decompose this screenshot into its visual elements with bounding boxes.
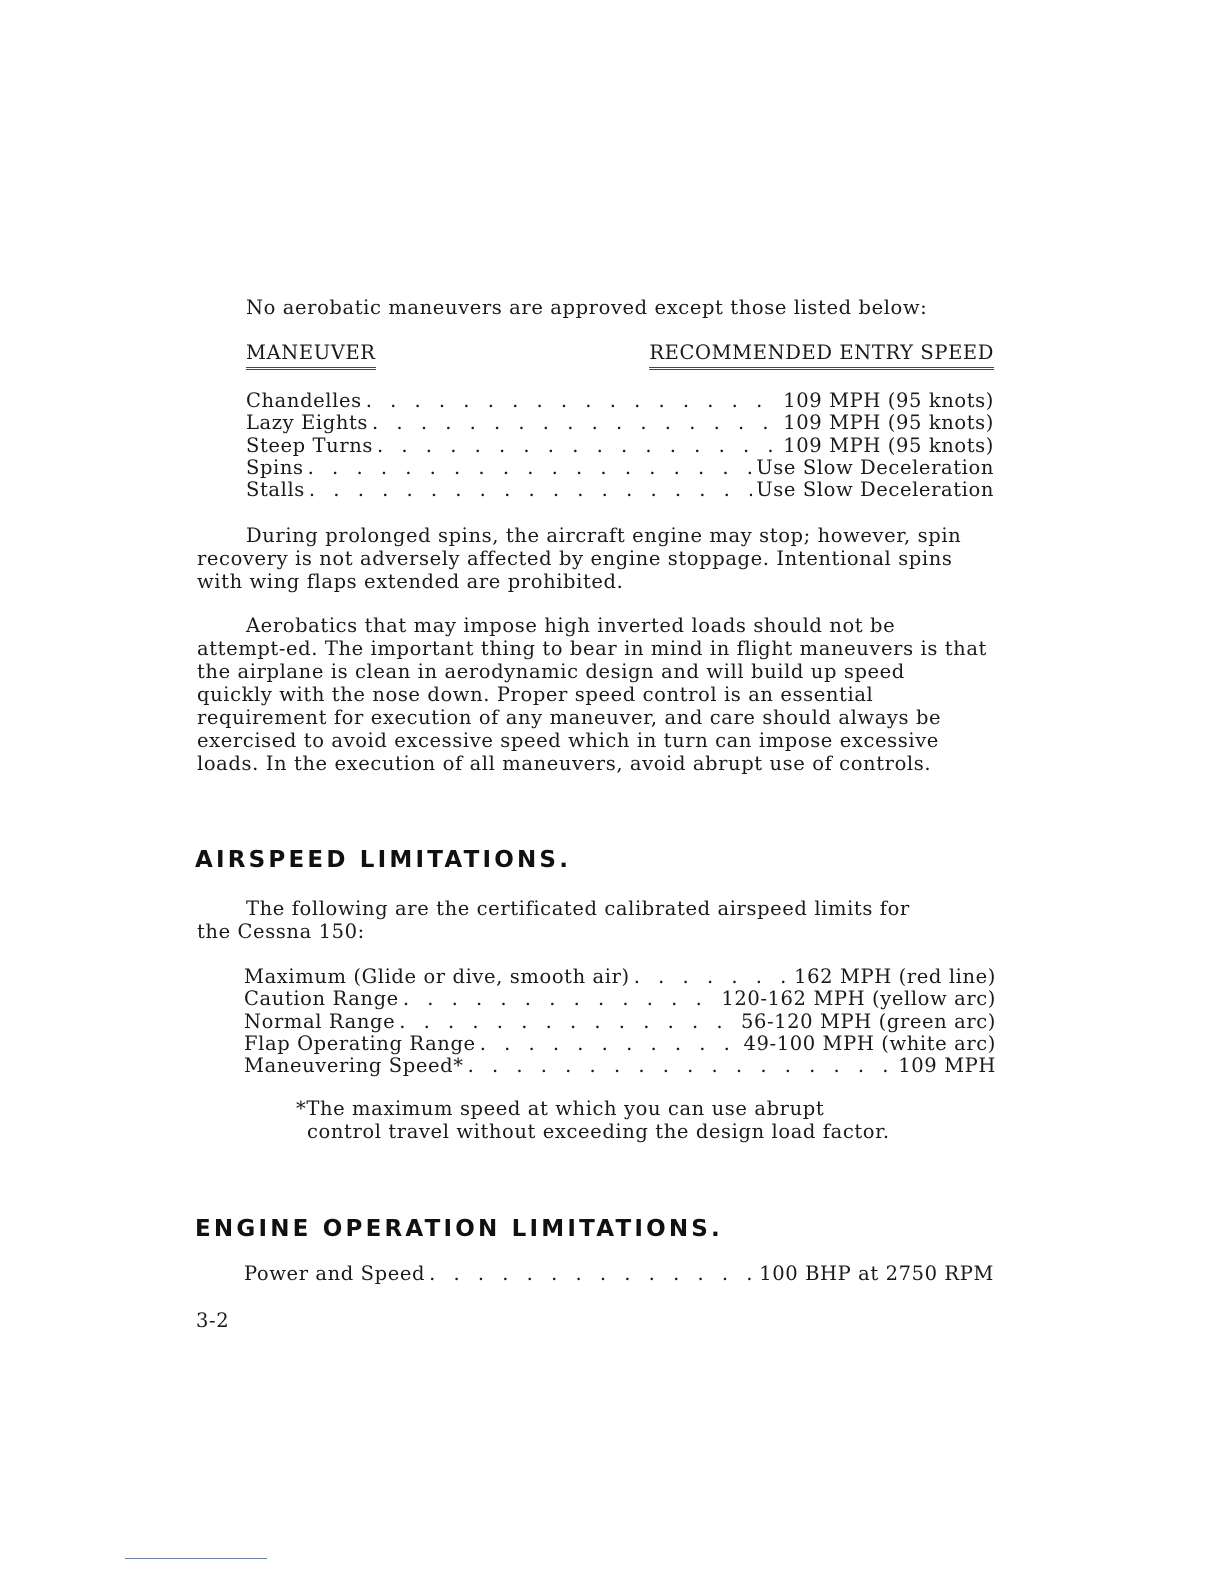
airspeed-value: 109 MPH: [898, 1054, 996, 1078]
intro-text: No aerobatic maneuvers are approved except those listed below:: [246, 296, 928, 319]
airspeed-value: 120-162 MPH (yellow arc): [721, 987, 996, 1011]
maneuver-column-header: MANEUVER: [246, 341, 376, 364]
table-row: [244, 1032, 996, 1054]
maneuver-table: [246, 389, 994, 500]
entry-speed: 109 MPH (95 knots): [783, 411, 994, 435]
table-row: [244, 1054, 996, 1076]
airspeed-label: Normal Range: [244, 1009, 396, 1033]
dot-leader: [634, 965, 790, 988]
airspeed-intro: The following are the certificated calibrated airspeed limits for the Cessna 150:: [197, 897, 910, 943]
entry-speed: Use Slow Deceleration: [756, 478, 994, 502]
table-row: [246, 389, 994, 411]
table-row: [244, 965, 996, 987]
engine-operation-limitations-heading: ENGINE OPERATION LIMITATIONS.: [195, 1216, 723, 1242]
airspeed-label: Maneuvering Speed*: [244, 1054, 464, 1078]
airspeed-label: Caution Range: [244, 987, 399, 1011]
dot-leader: [403, 987, 718, 1010]
aerobatics-paragraph: Aerobatics that may impose high inverted loads should not be attempt-ed. The important thing to bear in mind in flight maneuvers is that the airplane is clean in aerodynamic design and will build up speed quickly with the nose down. Proper speed control is an essential requirement for execution of any maneuver, and care should always be exercised to avoid excessive speed which in turn can impose excessive loads. In the execution of all maneuvers, avoid abrupt use of controls.: [197, 614, 987, 775]
dot-leader: [480, 1032, 740, 1055]
table-row: [246, 478, 994, 500]
table-row: [244, 1262, 994, 1284]
airspeed-label: Flap Operating Range: [244, 1031, 476, 1055]
maneuver-name: Lazy Eights: [246, 411, 369, 435]
dot-leader: [366, 389, 780, 412]
dot-leader: [377, 434, 779, 457]
engine-label: Power and Speed: [244, 1262, 426, 1285]
spins-paragraph: During prolonged spins, the aircraft engine may stop; however, spin recovery is not adversely affected by engine stoppage. Intentional spins with wing flaps extended are prohibited.: [197, 524, 962, 593]
table-row: [244, 987, 996, 1009]
entry-speed-column-header: RECOMMENDED ENTRY SPEED: [649, 341, 994, 364]
table-row: [246, 456, 994, 478]
dot-leader: [309, 478, 752, 501]
airspeed-label: Maximum (Glide or dive, smooth air): [244, 965, 630, 988]
dot-leader: [429, 1262, 755, 1285]
maneuver-name: Steep Turns: [246, 433, 374, 457]
footer-rule: [125, 1558, 267, 1559]
airspeed-limitations-heading: AIRSPEED LIMITATIONS.: [195, 847, 572, 873]
page-number: 3-2: [196, 1309, 230, 1332]
maneuver-name: Spins: [246, 455, 304, 479]
engine-table: [244, 1262, 994, 1284]
dot-leader: [372, 411, 779, 434]
maneuvering-speed-footnote: *The maximum speed at which you can use abrupt control travel without exceeding the design load factor.: [296, 1097, 890, 1143]
airspeed-value: 162 MPH (red line): [794, 965, 996, 988]
airspeed-table: [244, 965, 996, 1076]
entry-speed: 109 MPH (95 knots): [783, 389, 994, 412]
dot-leader: [308, 456, 753, 479]
entry-speed: Use Slow Deceleration: [756, 455, 994, 479]
engine-value: 100 BHP at 2750 RPM: [759, 1262, 994, 1285]
table-row: [246, 411, 994, 433]
dot-leader: [468, 1054, 895, 1077]
entry-speed: 109 MPH (95 knots): [783, 433, 994, 457]
table-row: [244, 1010, 996, 1032]
airspeed-value: 49-100 MPH (white arc): [743, 1031, 996, 1055]
airspeed-value: 56-120 MPH (green arc): [740, 1009, 996, 1033]
maneuver-name: Chandelles: [246, 389, 362, 412]
table-row: [246, 434, 994, 456]
maneuver-name: Stalls: [246, 478, 305, 502]
dot-leader: [399, 1010, 737, 1033]
